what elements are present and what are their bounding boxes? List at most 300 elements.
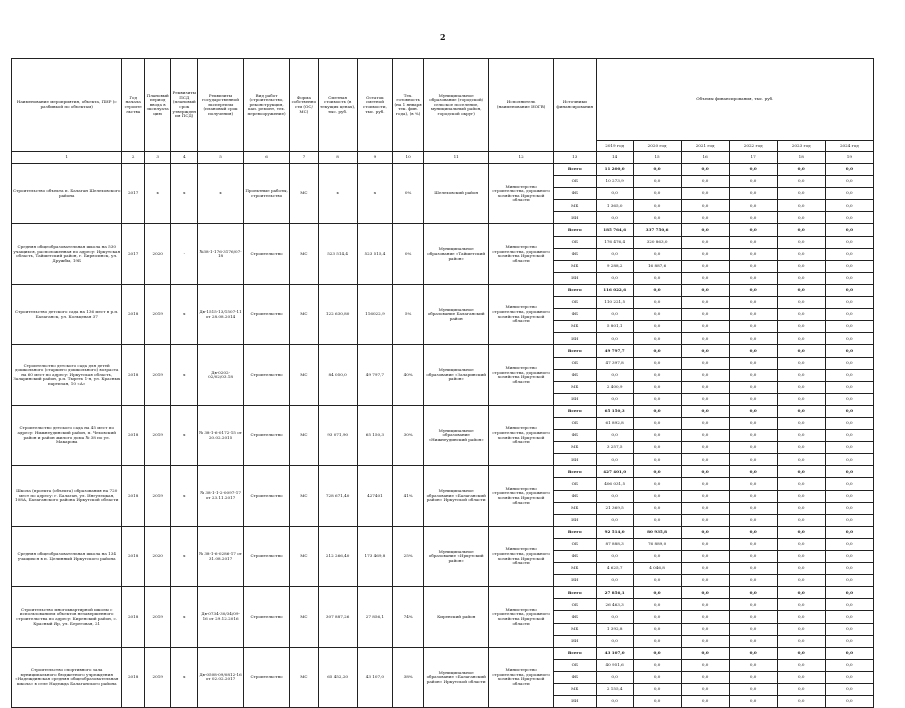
funding-amount: 0,0	[681, 611, 729, 623]
funding-amount: 0,0	[681, 563, 729, 575]
funding-amount: 0,0	[777, 684, 825, 696]
funding-amount: 0,0	[777, 393, 825, 405]
funding-amount: 0,0	[777, 200, 825, 212]
funding-amount: 0,0	[825, 623, 873, 635]
funding-amount: 0,0	[825, 200, 873, 212]
column-number: 18	[777, 152, 825, 164]
psd-details: х	[171, 587, 198, 647]
object-name: Строительство детского сада на 45 мест по адресу: Нижнеудинский район, п. Чеховский район и район жилого дома № 38 по ул. Макарова	[12, 405, 122, 465]
remaining-cost: 173 469,8	[357, 526, 393, 586]
column-number: 2	[122, 152, 144, 164]
funding-amount: 0,0	[777, 466, 825, 478]
executor: Министерство строительства, дорожного хозяйства Иркутской области	[489, 587, 553, 647]
funding-amount: 2 400,9	[596, 381, 633, 393]
psd-details: -	[171, 224, 198, 284]
funding-amount: 0,0	[681, 599, 729, 611]
funding-source: ОБ	[553, 297, 596, 309]
funding-amount: 0,0	[681, 321, 729, 333]
ownership-form: МС	[290, 224, 319, 284]
funding-source: ИИ	[553, 635, 596, 647]
funding-amount: 2 155,4	[596, 684, 633, 696]
funding-amount: 0,0	[729, 635, 777, 647]
funding-amount: 110 221,5	[596, 297, 633, 309]
funding-amount: 0,0	[596, 551, 633, 563]
funding-source: Всего	[553, 587, 596, 599]
table-row	[12, 405, 874, 417]
work-type: Строительство	[244, 587, 290, 647]
funding-amount: 0,0	[596, 430, 633, 442]
funding-amount: 0,0	[729, 236, 777, 248]
funding-amount: 0,0	[777, 454, 825, 466]
municipality: Муниципальное образование «Балаганский район» Иркутской области	[423, 647, 488, 707]
funding-amount: 0,0	[729, 224, 777, 236]
funding-amount: 0,0	[825, 345, 873, 357]
ownership-form: МС	[290, 526, 319, 586]
funding-amount: 0,0	[729, 309, 777, 321]
municipality: Муниципальное образование «Заларинский район»	[423, 345, 488, 405]
funding-amount: 0,0	[633, 369, 681, 381]
header-funding: Объемы финансирования, тыс. руб.	[596, 59, 873, 141]
funding-amount: 0,0	[729, 212, 777, 224]
funding-amount: 27 856,1	[596, 587, 633, 599]
commission-period: 2019	[144, 466, 171, 526]
header-sources: Источники финансирования	[553, 59, 596, 152]
ownership-form: МС	[290, 284, 319, 344]
funding-amount: 0,0	[777, 659, 825, 671]
funding-amount: 0,0	[825, 236, 873, 248]
object-name: Средняя общеобразовательная школа на 134 учащихся в п. Целинный Иркутского района	[12, 526, 122, 586]
executor: Министерство строительства, дорожного хозяйства Иркутской области	[489, 526, 553, 586]
column-number: 3	[144, 152, 171, 164]
header-psd: Реквизиты ПСД (плановый срок утверждения ПСД)	[171, 59, 198, 152]
funding-source: Всего	[553, 224, 596, 236]
funding-amount: 0,0	[681, 659, 729, 671]
column-number: 13	[553, 152, 596, 164]
funding-amount: 0,0	[681, 272, 729, 284]
funding-amount: 0,0	[729, 321, 777, 333]
header-start-year: Год начала строительства	[122, 59, 144, 152]
remaining-cost: 427401	[357, 466, 393, 526]
table-row	[12, 466, 874, 478]
funding-amount: 0,0	[825, 260, 873, 272]
funding-amount: 16 887,6	[633, 260, 681, 272]
start-year: 2018	[122, 345, 144, 405]
funding-amount: 0,0	[729, 671, 777, 683]
funding-amount: 0,0	[681, 309, 729, 321]
funding-source: МБ	[553, 321, 596, 333]
funding-amount: 0,0	[633, 454, 681, 466]
funding-source: МБ	[553, 200, 596, 212]
header-municipality: Муниципальное образование (городской/сельское поселение, муниципальный район, городской округ)	[423, 59, 488, 152]
funding-amount: 0,0	[729, 466, 777, 478]
funding-amount: 0,0	[681, 478, 729, 490]
funding-amount: 0,0	[729, 526, 777, 538]
funding-amount: 0,0	[825, 442, 873, 454]
funding-amount: 0,0	[729, 587, 777, 599]
funding-amount: 0,0	[633, 333, 681, 345]
funding-amount: 4 625,7	[596, 563, 633, 575]
funding-source: МБ	[553, 381, 596, 393]
funding-amount: 0,0	[633, 635, 681, 647]
funding-amount: 0,0	[633, 490, 681, 502]
psd-details: х	[171, 466, 198, 526]
header-expertise: Реквизиты государственной экспертизы (плановый срок получения)	[198, 59, 244, 152]
funding-amount: 0,0	[596, 611, 633, 623]
funding-amount: 0,0	[681, 248, 729, 260]
municipality: Шелеховский район	[423, 164, 488, 224]
object-name: Строительство детского сада для детей дошкольного (старшего дошкольного) возраста на 60 мест по адресу: Иркутская область, Заларинский район, р.п. Тыреть 1-я, ул. Красных партизан, 10 «А»	[12, 345, 122, 405]
funding-amount: 0,0	[596, 309, 633, 321]
funding-amount: 0,0	[825, 551, 873, 563]
funding-amount: 0,0	[681, 236, 729, 248]
funding-amount: 0,0	[633, 393, 681, 405]
funding-amount: 0,0	[633, 284, 681, 296]
funding-amount: 0,0	[729, 405, 777, 417]
funding-amount: 0,0	[729, 345, 777, 357]
funding-amount: 0,0	[596, 490, 633, 502]
funding-source: ФБ	[553, 248, 596, 260]
estimated-cost: 84 050,0	[318, 345, 357, 405]
funding-amount: 49 797,7	[596, 345, 633, 357]
funding-amount: 0,0	[825, 478, 873, 490]
funding-amount: 0,0	[777, 345, 825, 357]
funding-amount: 0,0	[777, 248, 825, 260]
funding-amount: 0,0	[825, 599, 873, 611]
funding-source: ИИ	[553, 696, 596, 708]
funding-amount: 0,0	[633, 659, 681, 671]
funding-amount: 0,0	[825, 381, 873, 393]
header-cost: Сметная стоимость (в текущих ценах), тыс. руб.	[318, 59, 357, 152]
funding-amount: 0,0	[633, 164, 681, 176]
ownership-form: МС	[290, 466, 319, 526]
funding-amount: 0,0	[729, 659, 777, 671]
funding-amount: 0,0	[825, 684, 873, 696]
funding-amount: 0,0	[681, 466, 729, 478]
expertise-details: Дв-1515-13/1507-11 от 28.08.2014	[198, 284, 244, 344]
funding-amount: 0,0	[633, 345, 681, 357]
funding-amount: 0,0	[729, 176, 777, 188]
funding-amount: 0,0	[681, 514, 729, 526]
funding-amount: 0,0	[825, 502, 873, 514]
remaining-cost: 49 797,7	[357, 345, 393, 405]
commission-period: 2020	[144, 224, 171, 284]
executor: Министерство строительства, дорожного хозяйства Иркутской области	[489, 345, 553, 405]
expertise-details: Дв-0734-30/34/09-16 от 29.12.2016	[198, 587, 244, 647]
table-row	[12, 526, 874, 538]
object-name: Строительство объекта п. Балаган Шелеховского района	[12, 164, 122, 224]
funding-amount: 0,0	[729, 538, 777, 550]
funding-amount: 0,0	[777, 224, 825, 236]
funding-amount: 0,0	[633, 381, 681, 393]
funding-amount: 0,0	[596, 671, 633, 683]
funding-amount: 47 397,8	[596, 357, 633, 369]
psd-details: х	[171, 647, 198, 707]
funding-amount: 0,0	[633, 611, 681, 623]
header-period: Плановый период ввода в эксплуатацию	[144, 59, 171, 152]
funding-amount: 0,0	[596, 188, 633, 200]
funding-amount: 0,0	[681, 417, 729, 429]
estimated-cost: х	[318, 164, 357, 224]
remaining-cost: х	[357, 164, 393, 224]
ownership-form: МС	[290, 587, 319, 647]
funding-amount: 0,0	[825, 188, 873, 200]
funding-amount: 0,0	[777, 478, 825, 490]
funding-amount: 0,0	[825, 248, 873, 260]
column-number: 4	[171, 152, 198, 164]
funding-amount: 0,0	[777, 514, 825, 526]
funding-amount: 0,0	[633, 514, 681, 526]
funding-amount: 0,0	[633, 502, 681, 514]
funding-source: ФБ	[553, 430, 596, 442]
funding-amount: 0,0	[825, 696, 873, 708]
column-number: 14	[596, 152, 633, 164]
funding-amount: 0,0	[729, 381, 777, 393]
funding-amount: 0,0	[777, 188, 825, 200]
commission-period: 2020	[144, 526, 171, 586]
funding-source: МБ	[553, 260, 596, 272]
funding-amount: 176 476,4	[596, 236, 633, 248]
funding-amount: 0,0	[633, 684, 681, 696]
funding-source: МБ	[553, 502, 596, 514]
funding-amount: 0,0	[777, 212, 825, 224]
column-number: 6	[244, 152, 290, 164]
funding-amount: 3 257,5	[596, 442, 633, 454]
funding-amount: 0,0	[777, 611, 825, 623]
funding-amount: 0,0	[825, 297, 873, 309]
work-type: Строительство	[244, 466, 290, 526]
column-number: 11	[423, 152, 488, 164]
work-type: Строительство	[244, 526, 290, 586]
funding-amount: 0,0	[777, 551, 825, 563]
work-type: Строительство	[244, 224, 290, 284]
funding-amount: 0,0	[777, 587, 825, 599]
funding-amount: 0,0	[729, 647, 777, 659]
funding-amount: 0,0	[633, 405, 681, 417]
expertise-details: Дв-0508-09/0812-16 от 02.02.2017	[198, 647, 244, 707]
column-number: 12	[489, 152, 553, 164]
funding-source: Всего	[553, 164, 596, 176]
estimated-cost: 307 887,26	[318, 587, 357, 647]
funding-amount: 65 150,3	[596, 405, 633, 417]
header-name: Наименование мероприятия, объекта, ПИР (с разбивкой по объектам)	[12, 59, 122, 152]
funding-source: ОБ	[553, 417, 596, 429]
ownership-form: МС	[290, 647, 319, 707]
psd-details: х	[171, 345, 198, 405]
funding-amount: 0,0	[729, 297, 777, 309]
funding-amount: 0,0	[729, 696, 777, 708]
funding-amount: 0,0	[777, 647, 825, 659]
funding-source: ФБ	[553, 188, 596, 200]
executor: Министерство строительства, дорожного хозяйства Иркутской области	[489, 466, 553, 526]
funding-amount: 0,0	[777, 176, 825, 188]
object-name: Школа (проекта (объекта) образования на 720 мест по адресу: г. Балаган, ул. Ингулецкая, 108А, Балаганского района Иркутской области	[12, 466, 122, 526]
funding-amount: 80 935,8	[633, 526, 681, 538]
funding-amount: 11 200,0	[596, 164, 633, 176]
column-number-row	[12, 152, 874, 164]
funding-amount: 0,0	[777, 369, 825, 381]
funding-amount: 87 888,3	[596, 538, 633, 550]
funding-amount: 0,0	[681, 442, 729, 454]
funding-amount: 0,0	[825, 466, 873, 478]
table-row	[12, 164, 874, 176]
column-number: 9	[357, 152, 393, 164]
funding-source: Всего	[553, 466, 596, 478]
funding-amount: 0,0	[633, 647, 681, 659]
funding-amount: 0,0	[729, 684, 777, 696]
funding-amount: 0,0	[729, 357, 777, 369]
funding-amount: 0,0	[729, 393, 777, 405]
funding-amount: 0,0	[596, 212, 633, 224]
funding-amount: 0,0	[825, 164, 873, 176]
funding-amount: 0,0	[729, 454, 777, 466]
funding-amount: 0,0	[777, 357, 825, 369]
funding-amount: 0,0	[681, 200, 729, 212]
funding-amount: 0,0	[825, 309, 873, 321]
funding-amount: 0,0	[729, 599, 777, 611]
commission-period: 2019	[144, 345, 171, 405]
funding-amount: 0,0	[825, 659, 873, 671]
funding-amount: 0,0	[633, 321, 681, 333]
column-number: 7	[290, 152, 319, 164]
funding-source: Всего	[553, 405, 596, 417]
funding-amount: 21 369,5	[596, 502, 633, 514]
estimated-cost: 523 514,4	[318, 224, 357, 284]
funding-amount: 0,0	[729, 563, 777, 575]
work-type: Строительство	[244, 405, 290, 465]
executor: Министерство строительства, дорожного хозяйства Иркутской области	[489, 164, 553, 224]
readiness: 41%	[393, 466, 424, 526]
funding-amount: 0,0	[681, 551, 729, 563]
executor: Министерство строительства, дорожного хозяйства Иркутской области	[489, 284, 553, 344]
funding-amount: 0,0	[777, 284, 825, 296]
remaining-cost: 27 856,1	[357, 587, 393, 647]
funding-amount: 337 750,6	[633, 224, 681, 236]
funding-amount: 0,0	[825, 321, 873, 333]
readiness: 38%	[393, 647, 424, 707]
funding-amount: 0,0	[596, 575, 633, 587]
work-type: Строительство	[244, 345, 290, 405]
funding-amount: 0,0	[596, 369, 633, 381]
readiness: 25%	[393, 526, 424, 586]
column-number: 17	[729, 152, 777, 164]
remaining-cost: 116022,9	[357, 284, 393, 344]
funding-amount: 0,0	[681, 635, 729, 647]
year-header: 2024 год	[825, 141, 873, 152]
table-row	[12, 224, 874, 236]
funding-amount: 0,0	[777, 405, 825, 417]
funding-source: ОБ	[553, 236, 596, 248]
psd-details: х	[171, 405, 198, 465]
funding-amount: 0,0	[825, 671, 873, 683]
readiness: 0%	[393, 164, 424, 224]
municipality: Муниципальное образование «Балаганский район» Иркутской области	[423, 466, 488, 526]
funding-amount: 0,0	[777, 623, 825, 635]
funding-amount: 0,0	[777, 502, 825, 514]
funding-amount: 0,0	[825, 563, 873, 575]
funding-source: МБ	[553, 684, 596, 696]
header-ownership: Форма собственности (ОС/МС)	[290, 59, 319, 152]
funding-source: ОБ	[553, 478, 596, 490]
funding-amount: 5 801,1	[596, 321, 633, 333]
funding-amount: 0,0	[729, 260, 777, 272]
funding-amount: 9 288,2	[596, 260, 633, 272]
readiness: 30%	[393, 405, 424, 465]
funding-amount: 0,0	[825, 490, 873, 502]
funding-amount: 0,0	[596, 272, 633, 284]
funding-amount: 0,0	[729, 551, 777, 563]
funding-amount: 0,0	[681, 369, 729, 381]
funding-amount: 0,0	[596, 333, 633, 345]
funding-amount: 4 046,8	[633, 563, 681, 575]
funding-amount: 0,0	[681, 393, 729, 405]
funding-amount: 0,0	[825, 514, 873, 526]
funding-amount: 0,0	[777, 563, 825, 575]
municipality: Муниципальное образование Балаганский район	[423, 284, 488, 344]
funding-amount: 0,0	[681, 502, 729, 514]
municipality: Муниципальное образование «Тайшетский район»	[423, 224, 488, 284]
funding-amount: 0,0	[633, 696, 681, 708]
funding-amount: 1 392,8	[596, 623, 633, 635]
municipality: Киренский район	[423, 587, 488, 647]
funding-amount: 0,0	[633, 417, 681, 429]
funding-amount: 0,0	[633, 551, 681, 563]
work-type: Проектные работы, строительство	[244, 164, 290, 224]
funding-source: ИИ	[553, 454, 596, 466]
funding-amount: 116 022,6	[596, 284, 633, 296]
funding-amount: 43 107,0	[596, 647, 633, 659]
header-row	[12, 59, 874, 141]
funding-amount: 10 273,9	[596, 176, 633, 188]
funding-source: Всего	[553, 284, 596, 296]
funding-amount: 0,0	[633, 248, 681, 260]
funding-amount: 0,0	[729, 164, 777, 176]
funding-amount: 0,0	[825, 272, 873, 284]
funding-amount: 0,0	[825, 333, 873, 345]
funding-amount: 0,0	[633, 357, 681, 369]
funding-amount: 0,0	[825, 224, 873, 236]
funding-amount: 0,0	[596, 514, 633, 526]
funding-amount: 0,0	[777, 333, 825, 345]
funding-source: ОБ	[553, 659, 596, 671]
psd-details: х	[171, 284, 198, 344]
commission-period: 2019	[144, 647, 171, 707]
funding-amount: 0,0	[681, 164, 729, 176]
funding-amount: 0,0	[681, 224, 729, 236]
funding-amount: 0,0	[681, 345, 729, 357]
funding-source: ИИ	[553, 575, 596, 587]
start-year: 2018	[122, 284, 144, 344]
start-year: 2018	[122, 466, 144, 526]
funding-amount: 0,0	[596, 248, 633, 260]
funding-amount: 0,0	[825, 454, 873, 466]
funding-amount: 0,0	[633, 587, 681, 599]
funding-amount: 0,0	[729, 623, 777, 635]
funding-amount: 0,0	[825, 575, 873, 587]
year-header: 2022 год	[729, 141, 777, 152]
funding-source: МБ	[553, 623, 596, 635]
start-year: 2018	[122, 647, 144, 707]
funding-amount: 0,0	[729, 490, 777, 502]
funding-amount: 0,0	[681, 381, 729, 393]
funding-source: ФБ	[553, 611, 596, 623]
executor: Министерство строительства, дорожного хозяйства Иркутской области	[489, 224, 553, 284]
funding-amount: 0,0	[825, 526, 873, 538]
start-year: 2017	[122, 224, 144, 284]
expertise-details: №38-1-176-3176/07-18	[198, 224, 244, 284]
executor: Министерство строительства, дорожного хозяйства Иркутской области	[489, 405, 553, 465]
expertise-details: Дв-0202-02/02/03.18	[198, 345, 244, 405]
funding-amount: 0,0	[596, 393, 633, 405]
